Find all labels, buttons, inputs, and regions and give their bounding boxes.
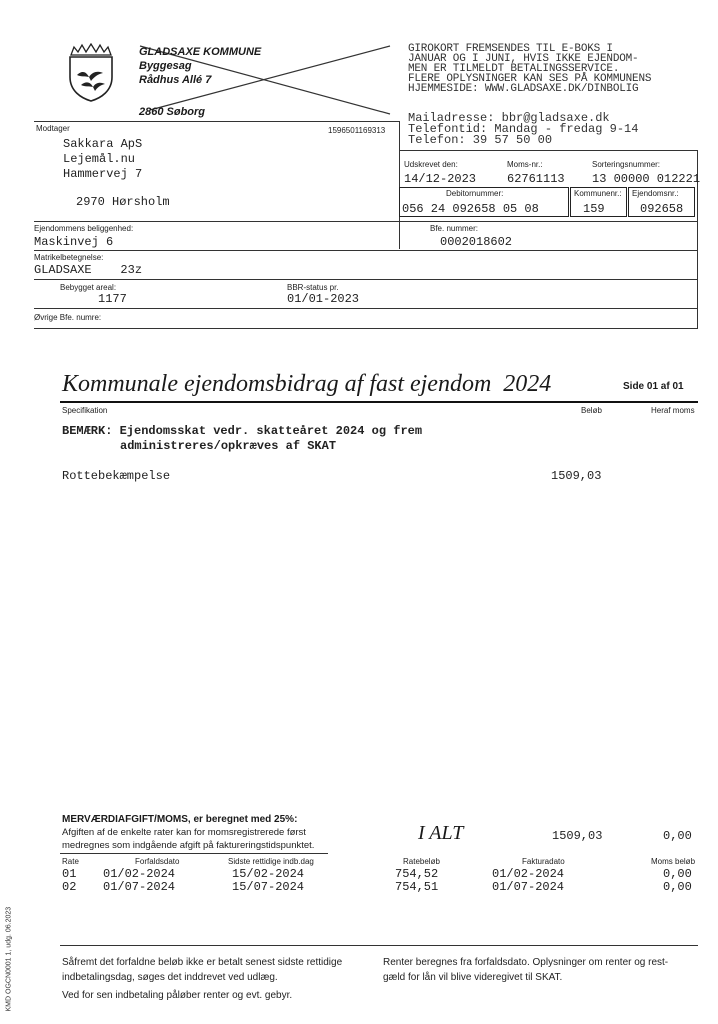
bfe-value: 0002018602 — [440, 235, 513, 249]
form-code — [0, 905, 14, 1015]
recipient-city: 2970 Hørsholm — [76, 195, 170, 209]
rate-row-2-vat: 0,00 — [663, 880, 692, 894]
rate-row-2-due: 01/07-2024 — [103, 880, 176, 894]
vat-number: 62761113 — [507, 172, 565, 186]
footer-right — [383, 955, 698, 985]
municipal-crest-logo — [65, 43, 117, 103]
page-indicator: Side 01 af 01 — [623, 381, 684, 392]
meta-top-rule — [399, 150, 698, 151]
rate-row-1-vat: 0,00 — [663, 867, 692, 881]
bbr-status-label: BBR-status pr. — [287, 283, 339, 292]
vat-note-line2: medregnes som indgående afgift på faktureringstidspunktet. — [62, 840, 315, 851]
vat-note-rule — [60, 853, 328, 854]
due-date-col-header: Forfaldsdato — [135, 857, 180, 866]
title-year: 2024 — [503, 371, 552, 397]
frame-bottom-rule — [34, 328, 698, 329]
rate-row-1-due: 01/02-2024 — [103, 867, 176, 881]
location-value: Maskinvej 6 — [34, 235, 114, 249]
rate-row-1-last: 15/02-2024 — [232, 867, 305, 881]
other-bfe-label: Øvrige Bfe. numre: — [34, 313, 102, 322]
total-label: I ALT — [418, 822, 464, 844]
property-number: 092658 — [640, 202, 684, 216]
location-label: Ejendommens beliggenhed: — [34, 224, 134, 233]
footer-right-line1: Renter beregnes fra forfaldsdato. Oplysninger om renter og rest- — [383, 957, 669, 968]
other-bfe-rule — [34, 308, 698, 309]
spec-item-label: Rottebekæmpelse — [62, 469, 171, 483]
municipality-number-label: Kommunenr.: — [574, 189, 622, 198]
footer-left-line1: Såfremt det forfaldne beløb ikke er betalt senest sidste rettidige — [62, 957, 343, 968]
sender-block — [62, 40, 392, 120]
printed-date: 14/12-2023 — [404, 172, 477, 186]
rate-row-2-invoice: 01/07-2024 — [492, 880, 565, 894]
sort-number: 13 00000 012221 — [592, 172, 701, 186]
giro-line: FLERE OPLYSNINGER KAN SES PÅ KOMMUNENS — [408, 73, 652, 85]
form-code-text: KMD OGCN0001 1, udg. 06.2023 — [5, 906, 13, 1012]
spec-note-line2: administreres/opkræves af SKAT — [120, 439, 337, 453]
document-title — [62, 371, 551, 398]
cadastral-label: Matrikelbetegnelse: — [34, 253, 104, 262]
title-main: Kommunale ejendomsbidrag af fast ejendom — [62, 371, 492, 397]
rate-row-2-amount: 754,51 — [395, 880, 439, 894]
contact-block — [408, 113, 638, 146]
giro-line: GIROKORT FREMSENDES TIL E-BOKS I — [408, 43, 613, 55]
footer-left-line3: Ved for sen indbetaling påløber renter og evt. gebyr. — [62, 990, 293, 1001]
footer-rule — [60, 945, 698, 946]
invoice-date-col-header: Fakturadato — [522, 857, 565, 866]
debtor-number: 056 24 092658 05 08 — [402, 202, 539, 216]
giro-notice — [408, 44, 651, 94]
vat-number-label: Moms-nr.: — [507, 160, 543, 169]
last-pay-col-header: Sidste rettidige indb.dag — [228, 857, 314, 866]
footer-left — [62, 955, 362, 1003]
sender-name: GLADSAXE KOMMUNE — [139, 46, 262, 58]
rate-row-2-last: 15/07-2024 — [232, 880, 305, 894]
contact-phone: Telefon: 39 57 50 00 — [408, 133, 553, 147]
total-amount: 1509,03 — [552, 829, 603, 843]
recipient-line: Hammervej 7 — [63, 167, 143, 181]
recipient-line: Sakkara ApS — [63, 137, 143, 151]
sender-dept: Byggesag — [139, 60, 192, 72]
recipient-line: Lejemål.nu — [63, 152, 136, 166]
built-area-label: Bebygget areal: — [60, 283, 117, 292]
cadastral-value: GLADSAXE 23z — [34, 263, 143, 277]
contact-hours: Telefontid: Mandag - fredag 9-14 — [408, 122, 639, 136]
rate-row-1-invoice: 01/02-2024 — [492, 867, 565, 881]
vat-col-label: Heraf moms — [651, 406, 695, 415]
frame-top-rule — [34, 121, 400, 122]
sender-city: 2860 Søborg — [139, 106, 206, 118]
rate-row-1-rate: 01 — [62, 867, 77, 881]
recipient-ref: 1596501169313 — [328, 126, 386, 135]
property-top-rule — [34, 221, 698, 222]
contact-mail: Mailadresse: bbr@gladsaxe.dk — [408, 111, 610, 125]
footer-right-line2: gæld for lån vil blive videregivet til SKAT. — [383, 972, 563, 983]
printed-date-label: Udskrevet den: — [404, 160, 458, 169]
vat-note-line1: Afgiften af de enkelte rater kan for momsregistrerede først — [62, 827, 306, 838]
rate-row-2-rate: 02 — [62, 880, 77, 894]
municipality-number: 159 — [583, 202, 605, 216]
property-number-label: Ejendomsnr.: — [632, 189, 679, 198]
spec-note-line1: BEMÆRK: Ejendomsskat vedr. skatteåret 2024 og frem — [62, 424, 423, 438]
bfe-label: Bfe. nummer: — [430, 224, 479, 233]
property-divider — [399, 221, 400, 249]
built-area-value: 1177 — [98, 292, 127, 306]
spec-item-amount: 1509,03 — [551, 469, 602, 483]
vat-amount-col-header: Moms beløb — [651, 857, 696, 866]
giro-line: JANUAR OG I JUNI, HVIS IKKE EJENDOM- — [408, 53, 639, 65]
spec-label: Specifikation — [62, 406, 108, 415]
bbr-status-value: 01/01-2023 — [287, 292, 360, 306]
total-vat: 0,00 — [663, 829, 692, 843]
vat-heading: MERVÆRDIAFGIFT/MOMS, er beregnet med 25%: — [62, 814, 298, 825]
rate-col-header: Rate — [62, 857, 79, 866]
rate-amount-col-header: Ratebeløb — [403, 857, 440, 866]
recipient-label: Modtager — [36, 124, 70, 133]
giro-line: HJEMMESIDE: WWW.GLADSAXE.DK/DINBOLIG — [408, 83, 639, 95]
sender-street: Rådhus Allé 7 — [139, 74, 212, 86]
giro-line: MEN ER TILMELDT BETALINGSSERVICE. — [408, 63, 620, 75]
title-rule — [60, 401, 698, 403]
rate-row-1-amount: 754,52 — [395, 867, 439, 881]
footer-left-line2: indbetalingsdag, søges det inddrevet ved udlæg. — [62, 972, 278, 983]
area-rule — [34, 279, 698, 280]
cadastral-rule — [34, 250, 698, 251]
debtor-number-label: Debitornummer: — [446, 189, 504, 198]
sort-number-label: Sorteringsnummer: — [592, 160, 661, 169]
amount-col-label: Beløb — [581, 406, 602, 415]
